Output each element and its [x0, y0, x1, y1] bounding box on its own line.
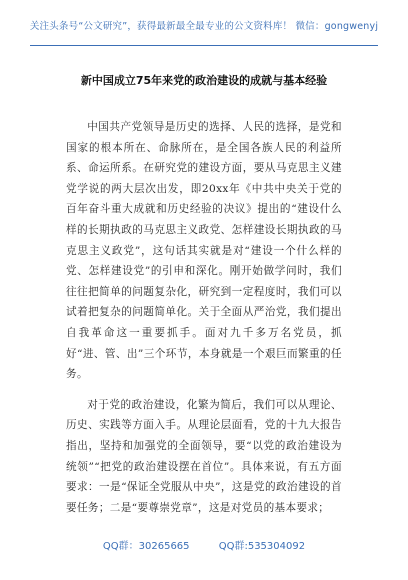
document-body	[66, 117, 342, 518]
footer	[0, 537, 408, 552]
footer-qq-group-1: QQ群：30265665	[102, 541, 190, 552]
header-banner: 关注头条号“公文研究”，获得最新最全最专业的公文资料库！ 微信：gongwenyj	[29, 21, 379, 32]
document-title: 新中国成立75年来党的政治建设的成就与基本经验	[80, 74, 328, 87]
footer-qq-group-2: QQ群:535304092	[218, 541, 306, 552]
paragraph: 中国共产党领导是历史的选择、人民的选择，是党和国家的根本所在、命脉所在，是全国各族人民的利益所系、命运所系。在研究党的建设方面，要从马克思主义建党学说的两大层次出发，即20xx年《中共中央关于党的百年奋斗重大成就和历史经验的决议》提出的“建设什么样的长期执政的马克思主义政党、怎样建设长期执政的马克思主义政党”，这句话其实就是对“建设一个什么样的党、怎样建设党”的引申和深化。刚开始做学问时，我们往往把简单的问题复杂化，研究到一定程度时，我们可以试着把复杂的问题简单化。关于全面从严治党，我们提出自我革命这一重要抓手。面对九千多万名党员，抓好“进、管、出”三个环节，本身就是一个艰巨而繁重的任务。	[66, 121, 342, 381]
paragraph: 对于党的政治建设，化繁为简后，我们可以从理论、历史、实践等方面入手。从理论层面看，党的十九大报告指出，坚持和加强党的全面领导，要“以党的政治建设为统领”“把党的政治建设摆在首位”。具体来说，有五方面要求：一是“保证全党服从中央”，这是党的政治建设的首要任务；二是“要尊崇党章”，这是对党员的基本要求；	[66, 398, 342, 514]
header-divider	[30, 45, 378, 46]
